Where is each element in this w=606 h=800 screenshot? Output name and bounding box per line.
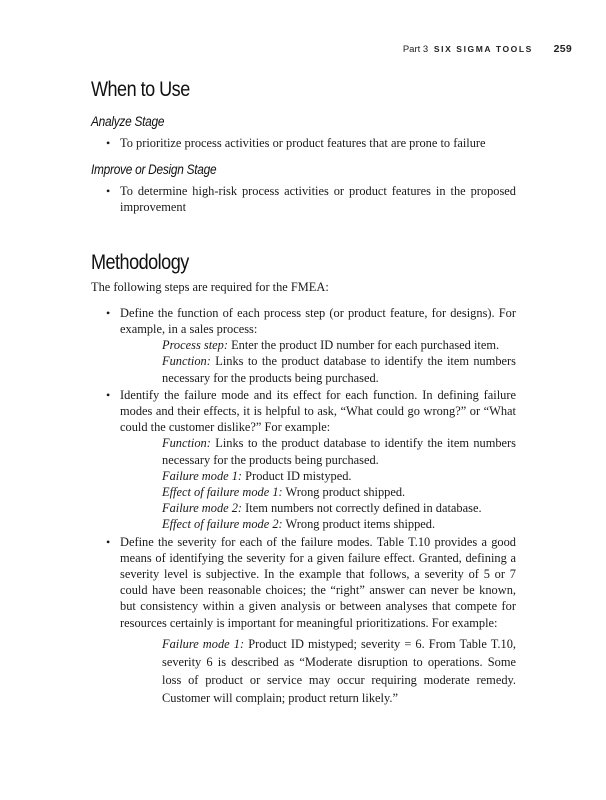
example-block — [120, 635, 516, 707]
example-label: Failure mode 1: — [162, 468, 243, 483]
improve-bullet-list — [91, 183, 516, 215]
when-to-use-heading: When to Use — [91, 78, 190, 101]
step-item — [91, 387, 516, 533]
example-line — [162, 635, 516, 707]
list-item: • To prioritize process activities or product features that are prone to failure — [91, 135, 516, 151]
example-text: Links to the product database to identify the item numbers necessary for the products being purchased. — [162, 354, 517, 385]
example-label: Failure mode 2: — [162, 501, 243, 516]
example-block — [120, 435, 516, 532]
example-text: Wrong product shipped. — [285, 485, 406, 500]
step-text: Define the severity for each of the failure modes. Table T.10 provides a good means of identifying the severity for a given failure effect. Granted, defining a severity level is subjective. In the example that follows, a severity of 5 or 7 could have been reasonable choices; the “right” answer can never be known, but consistency within a given analysis or between analyses that compete for resources certainly is important for meaningful prioritizations. For example: — [120, 534, 516, 630]
step-item — [91, 305, 516, 386]
step-text: Define the function of each process step (or product feature, for designs). For example, in a sales process: — [120, 305, 516, 337]
example-block — [120, 337, 516, 386]
methodology-step-list — [91, 305, 516, 707]
example-text: Links to the product database to identify the item numbers necessary for the products being purchased. — [162, 436, 517, 467]
example-line — [162, 337, 516, 353]
step-text: Identify the failure mode and its effect for each function. In defining failure modes and their effects, it is helpful to ask, “What could go wrong?” or “What could the customer dislike?” For example: — [120, 387, 516, 435]
improve-stage-heading: Improve or Design Stage — [91, 162, 217, 178]
section-title: SIX SIGMA TOOLS — [433, 44, 533, 54]
example-line — [162, 468, 516, 484]
methodology-heading: Methodology — [91, 250, 189, 274]
example-text: Product ID mistyped. — [245, 468, 352, 483]
example-line — [162, 353, 516, 385]
example-label: Function: — [162, 436, 211, 451]
example-line — [162, 484, 516, 500]
list-item: • To determine high-risk process activities or product features in the proposed improvement — [91, 183, 516, 215]
analyze-bullet-list — [91, 135, 516, 151]
example-label: Function: — [162, 354, 211, 369]
running-head — [403, 43, 572, 55]
example-label: Effect of failure mode 1: — [162, 485, 283, 500]
page-body — [91, 78, 516, 708]
methodology-intro: The following steps are required for the FMEA: — [91, 279, 329, 294]
part-label: Part 3 — [402, 44, 429, 55]
page-number: 259 — [553, 43, 572, 55]
example-line — [162, 500, 516, 516]
example-text: Enter the product ID number for each purchased item. — [231, 338, 500, 353]
analyze-stage-heading: Analyze Stage — [91, 114, 165, 129]
example-label: Process step: — [162, 338, 228, 353]
example-line — [162, 516, 516, 532]
example-label: Effect of failure mode 2: — [162, 517, 283, 532]
example-line — [162, 435, 516, 467]
step-item — [91, 534, 516, 707]
example-label: Failure mode 1: — [162, 636, 245, 651]
example-text: Item numbers not correctly defined in database. — [245, 501, 482, 516]
example-text: Wrong product items shipped. — [285, 517, 436, 532]
example-text: Product ID mistyped; severity = 6. From Table T.10, severity 6 is described as “Moderate disruption to operations. Some loss of product or service may occur requiring moderate remedy. Customer will complain; product return likely.” — [162, 636, 516, 705]
